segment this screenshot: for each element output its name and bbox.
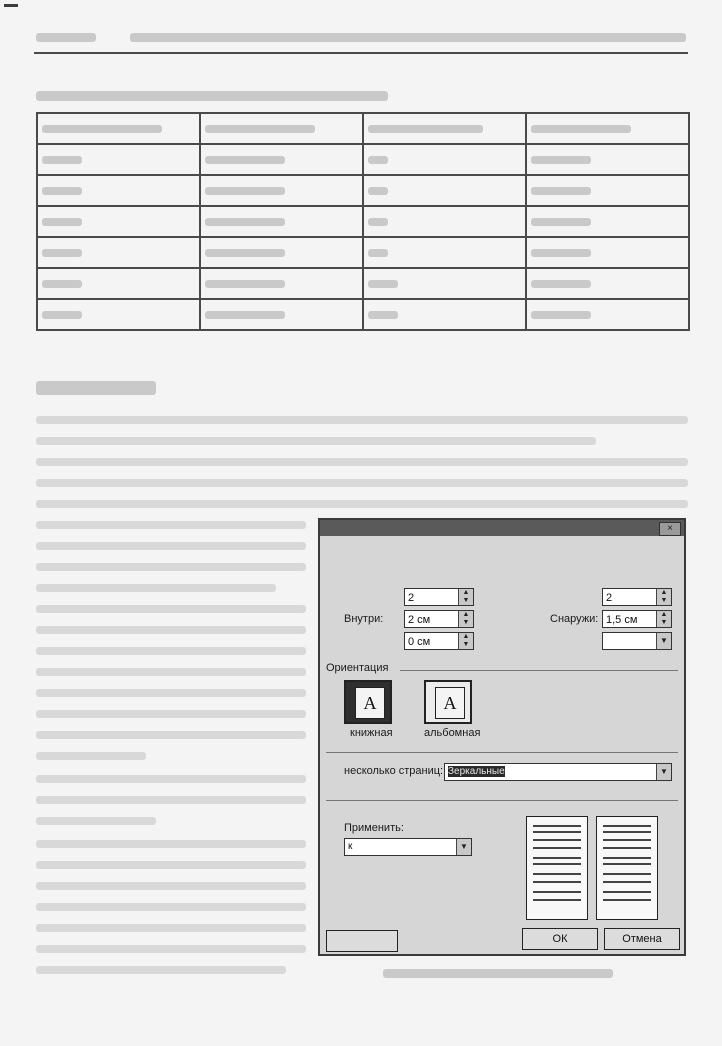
close-icon[interactable]: ×	[659, 522, 681, 536]
table-row	[37, 175, 689, 206]
orientation-label: Ориентация	[326, 662, 389, 674]
table-cell	[363, 268, 526, 299]
body-text-line	[36, 647, 306, 655]
preview-line	[603, 899, 651, 901]
preview-line	[603, 891, 651, 893]
preview-line	[603, 863, 651, 865]
table-caption	[36, 91, 388, 101]
body-text-line	[36, 966, 286, 974]
table-cell	[526, 206, 689, 237]
body-text-line	[36, 945, 306, 953]
table-header-row	[37, 113, 689, 144]
ok-button[interactable]: ОК	[522, 928, 598, 950]
body-text-line	[36, 668, 306, 676]
spin-arrows-icon[interactable]: ▲ ▼	[656, 611, 671, 627]
table-cell	[200, 268, 363, 299]
running-header-left	[36, 33, 96, 42]
outside-margin-field[interactable]	[602, 610, 672, 628]
preview-line	[533, 863, 581, 865]
preview-line	[533, 873, 581, 875]
table-cell	[526, 175, 689, 206]
portrait-page-icon: A	[355, 687, 385, 719]
table-cell	[526, 144, 689, 175]
body-text-line	[36, 584, 276, 592]
dialog-title-bar	[320, 520, 684, 536]
preview-line	[603, 825, 651, 827]
body-text-line	[36, 752, 146, 760]
table-row	[37, 206, 689, 237]
bottom-margin-field[interactable]	[602, 588, 672, 606]
apply-to-select[interactable]	[344, 838, 472, 856]
apply-separator	[326, 800, 678, 801]
preview-line	[533, 881, 581, 883]
top-margin-value: 2	[408, 592, 415, 604]
table-cell	[37, 237, 200, 268]
preview-line	[603, 873, 651, 875]
multiple-pages-label: несколько страниц:	[344, 765, 444, 777]
top-margin-field[interactable]	[404, 588, 474, 606]
orientation-separator	[400, 670, 678, 671]
body-text-line	[36, 605, 306, 613]
table-cell	[526, 113, 689, 144]
apply-to-value: к	[348, 841, 353, 852]
table-cell	[526, 299, 689, 330]
inside-margin-field[interactable]	[404, 610, 474, 628]
inside-margin-value: 2 см	[408, 614, 431, 626]
table-cell	[526, 237, 689, 268]
table-cell	[363, 113, 526, 144]
table-cell	[363, 299, 526, 330]
body-text-line	[36, 458, 688, 466]
body-text-line	[36, 796, 306, 804]
table-cell	[37, 206, 200, 237]
table-cell	[37, 113, 200, 144]
body-text-line	[36, 861, 306, 869]
body-text-line	[36, 626, 306, 634]
figure-caption	[383, 969, 613, 978]
body-text-line	[36, 903, 306, 911]
body-text-line	[36, 437, 596, 445]
body-text-line	[36, 775, 306, 783]
table-cell	[37, 268, 200, 299]
preview-line	[603, 881, 651, 883]
landscape-option[interactable]	[424, 680, 472, 724]
body-text-line	[36, 479, 688, 487]
multiple-pages-select[interactable]	[444, 763, 672, 781]
table-cell	[363, 144, 526, 175]
portrait-label: книжная	[350, 727, 393, 739]
gutter-value: 0 см	[408, 636, 431, 648]
table-cell	[200, 237, 363, 268]
preview-line	[533, 831, 581, 833]
table-row	[37, 144, 689, 175]
table-cell	[200, 144, 363, 175]
preview-line	[603, 831, 651, 833]
page-setup-dialog	[318, 518, 686, 956]
body-text-line	[36, 521, 306, 529]
table-cell	[200, 299, 363, 330]
preview-right-page	[596, 816, 658, 920]
preview-line	[603, 839, 651, 841]
preview-line	[603, 857, 651, 859]
preview-line	[533, 847, 581, 849]
spin-arrows-icon[interactable]: ▲ ▼	[458, 611, 473, 627]
portrait-option[interactable]	[344, 680, 392, 724]
body-text-line	[36, 731, 306, 739]
preview-line	[533, 839, 581, 841]
preview-left-page	[526, 816, 588, 920]
outside-label: Снаружи:	[550, 613, 599, 625]
inside-label: Внутри:	[344, 613, 384, 625]
spin-arrows-icon[interactable]: ▲ ▼	[656, 589, 671, 605]
cancel-button[interactable]: Отмена	[604, 928, 680, 950]
chevron-down-icon[interactable]: ▼	[456, 839, 471, 855]
pages-separator	[326, 752, 678, 753]
default-button[interactable]	[326, 930, 398, 952]
body-text-line	[36, 416, 688, 424]
bottom-margin-value: 2	[606, 592, 613, 604]
format-table	[36, 112, 690, 331]
preview-line	[533, 891, 581, 893]
body-text-line	[36, 542, 306, 550]
table-cell	[200, 206, 363, 237]
table-cell	[363, 175, 526, 206]
landscape-label: альбомная	[424, 727, 481, 739]
table-cell	[37, 299, 200, 330]
preview-line	[533, 857, 581, 859]
preview-line	[533, 825, 581, 827]
table-cell	[37, 144, 200, 175]
table-row	[37, 299, 689, 330]
body-text-line	[36, 817, 156, 825]
running-header-text	[130, 33, 686, 42]
spin-arrows-icon[interactable]: ▲ ▼	[458, 633, 473, 649]
table-row	[37, 268, 689, 299]
outside-margin-value: 1,5 см	[606, 614, 638, 626]
chevron-down-icon[interactable]: ▼	[656, 764, 671, 780]
gutter-field[interactable]	[404, 632, 474, 650]
body-text-line	[36, 689, 306, 697]
body-text-line	[36, 924, 306, 932]
apply-label: Применить:	[344, 822, 404, 834]
table-cell	[37, 175, 200, 206]
header-dash	[4, 4, 18, 7]
header-rule	[34, 52, 688, 54]
body-text-line	[36, 563, 306, 571]
table-cell	[363, 206, 526, 237]
table-cell	[200, 113, 363, 144]
gutter-position-select[interactable]	[602, 632, 672, 650]
section-heading	[36, 381, 156, 395]
spin-arrows-icon[interactable]: ▲ ▼	[458, 589, 473, 605]
body-text-line	[36, 882, 306, 890]
table-cell	[200, 175, 363, 206]
body-text-line	[36, 840, 306, 848]
body-text-line	[36, 710, 306, 718]
body-text-line	[36, 500, 688, 508]
preview-line	[603, 847, 651, 849]
multiple-pages-value: Зеркальные	[448, 766, 505, 777]
landscape-page-icon: A	[435, 687, 465, 719]
chevron-down-icon[interactable]: ▼	[656, 633, 671, 649]
table-cell	[363, 237, 526, 268]
preview-line	[533, 899, 581, 901]
table-cell	[526, 268, 689, 299]
table-row	[37, 237, 689, 268]
